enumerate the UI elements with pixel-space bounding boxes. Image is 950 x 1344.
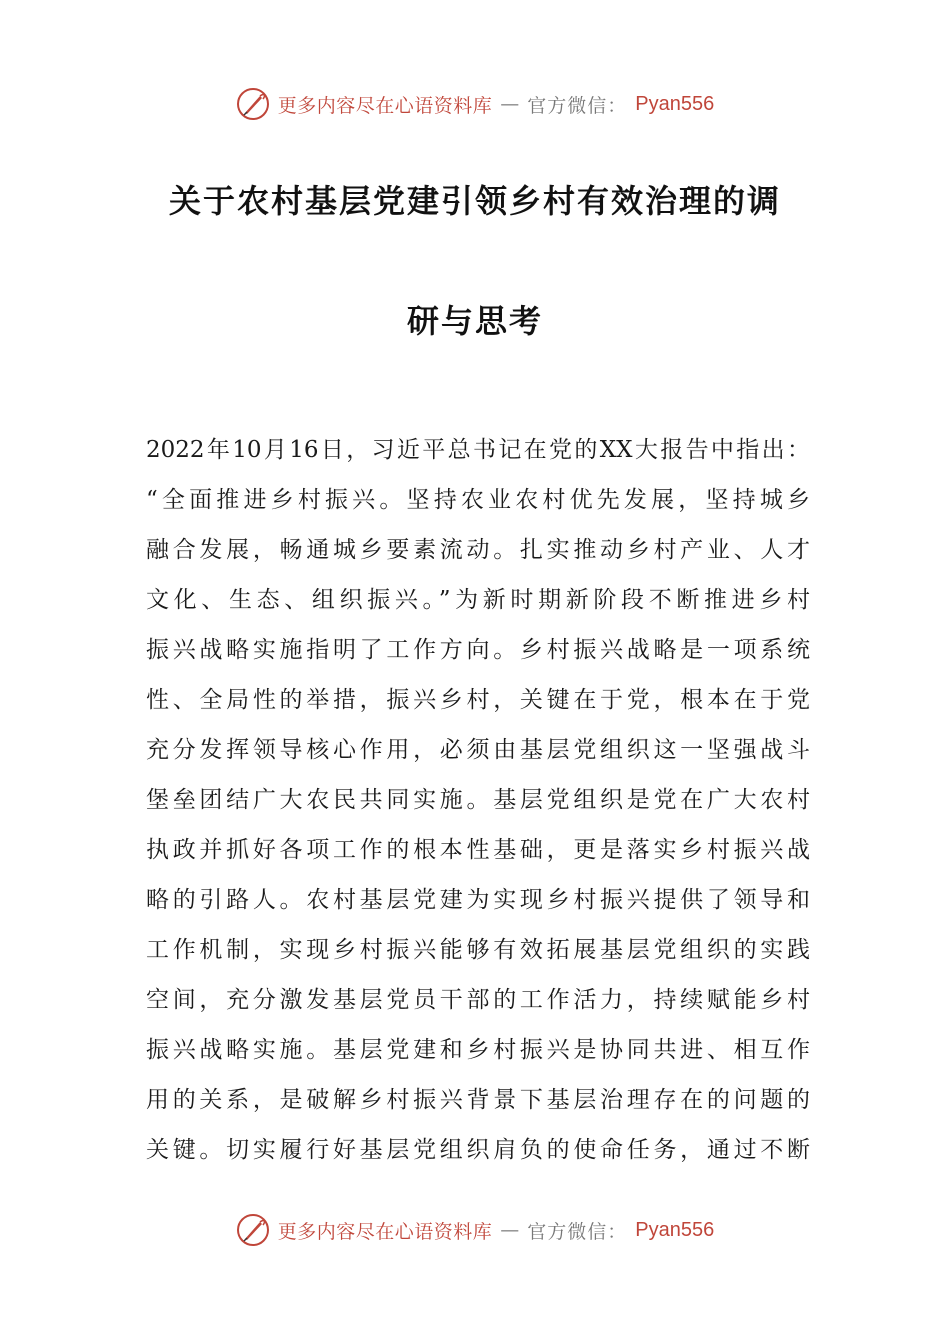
- text-line: 振兴战略实施。基层党建和乡村振兴是协同共进、相互作: [146, 1037, 810, 1063]
- banner-dash: —: [500, 93, 520, 115]
- text-line: 用的关系，是破解乡村振兴背景下基层治理存在的问题的: [146, 1087, 810, 1113]
- quill-pen-icon: [236, 87, 270, 121]
- text-line: “全面推进乡村振兴。坚持农业农村优先发展，坚持城乡: [146, 487, 810, 513]
- wechat-id: Pyan556: [635, 1218, 715, 1241]
- text-line: 振兴战略实施指明了工作方向。乡村振兴战略是一项系统: [146, 637, 810, 663]
- text-line: 略的引路人。农村基层党建为实现乡村振兴提供了领导和: [146, 887, 810, 913]
- site-name: 更多内容尽在心语资料库: [277, 94, 493, 117]
- text-line: 工作机制，实现乡村振兴能够有效拓展基层党组织的实践: [146, 937, 810, 963]
- text-line: 关键。切实履行好基层党组织肩负的使命任务，通过不断: [146, 1137, 810, 1163]
- banner-dash: —: [500, 1219, 520, 1241]
- text-line: 融合发展，畅通城乡要素流动。扎实推动乡村产业、人才: [146, 537, 810, 563]
- header-watermark: [0, 84, 950, 124]
- official-wechat-label: 官方微信：: [527, 94, 628, 117]
- document-title-line1: 关于农村基层党建引领乡村有效治理的调: [168, 182, 781, 220]
- official-wechat-label: 官方微信：: [527, 1220, 628, 1243]
- wechat-id: Pyan556: [635, 92, 715, 115]
- body-paragraph: [146, 425, 810, 1175]
- text-line: 性、全局性的举措，振兴乡村，关键在于党，根本在于党: [146, 687, 810, 713]
- text-line: 2022年10月16日，习近平总书记在党的XX大报告中指出：: [146, 437, 810, 463]
- quill-pen-icon: [236, 1213, 270, 1247]
- document-title-line2: 研与思考: [406, 302, 543, 340]
- text-line: 堡垒团结广大农民共同实施。基层党组织是党在广大农村: [146, 787, 810, 813]
- text-line: 执政并抓好各项工作的根本性基础，更是落实乡村振兴战: [146, 837, 810, 863]
- text-line: 文化、生态、组织振兴。”为新时期新阶段不断推进乡村: [146, 587, 810, 613]
- site-name: 更多内容尽在心语资料库: [277, 1220, 493, 1243]
- text-line: 充分发挥领导核心作用，必须由基层党组织这一坚强战斗: [146, 737, 810, 763]
- footer-watermark: [0, 1210, 950, 1250]
- text-line: 空间，充分激发基层党员干部的工作活力，持续赋能乡村: [146, 987, 810, 1013]
